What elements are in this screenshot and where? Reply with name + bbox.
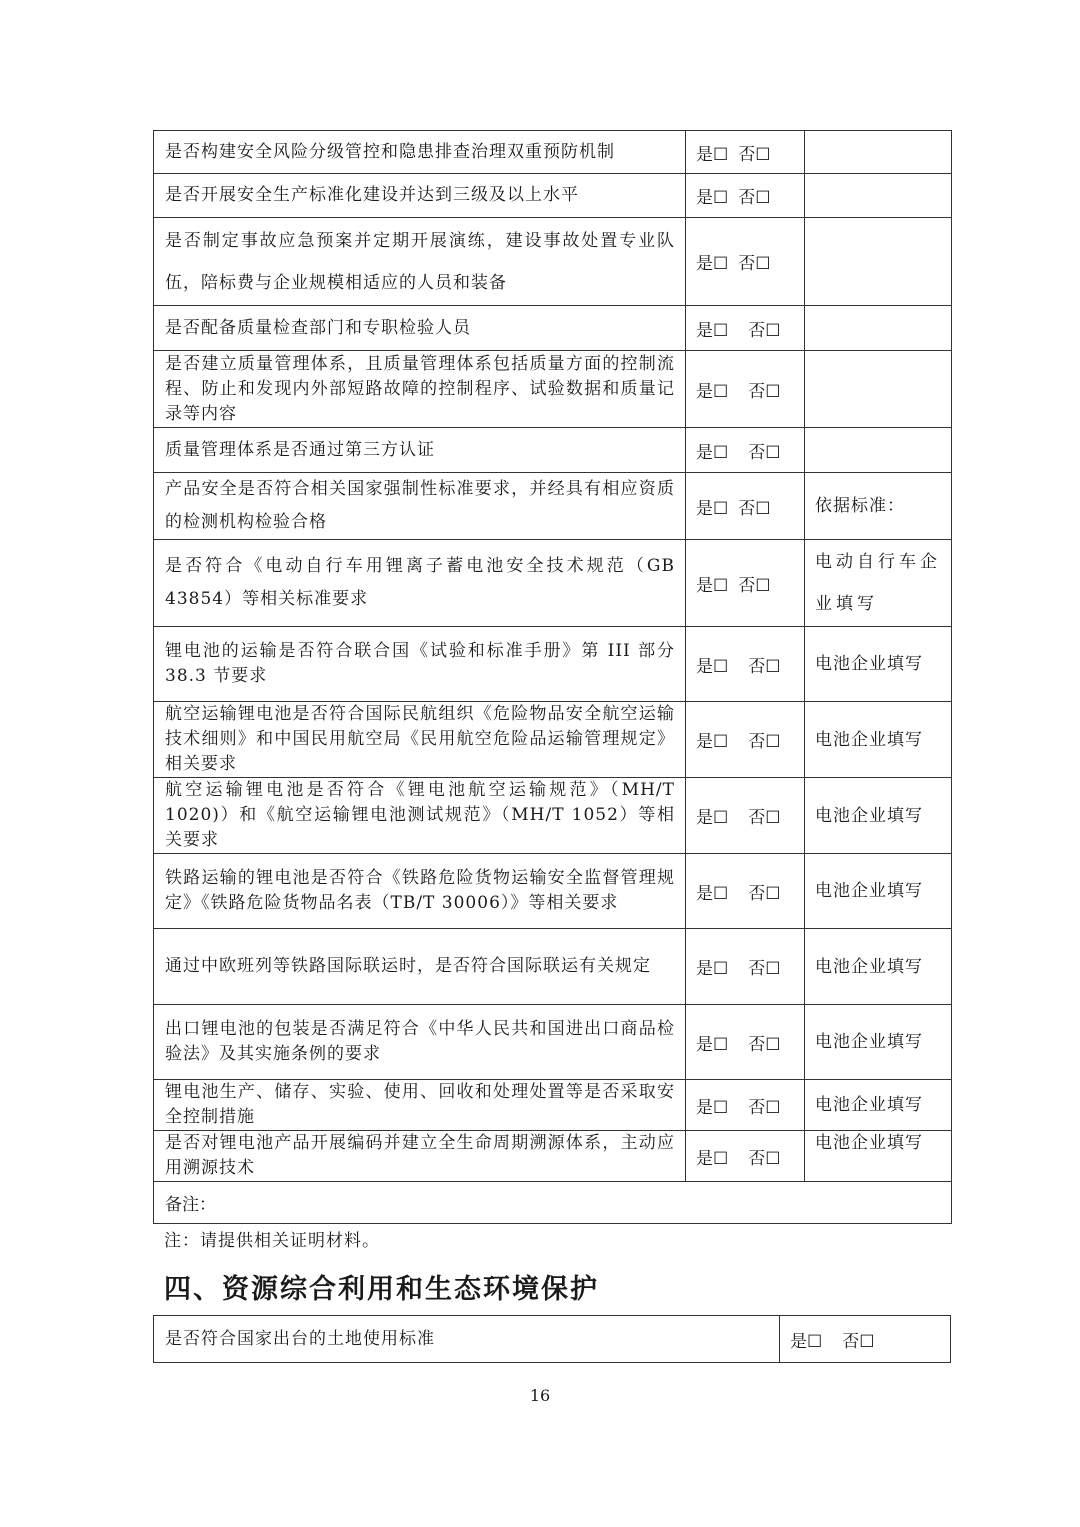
yes-checkbox[interactable]: 是☐ bbox=[696, 1034, 729, 1055]
note-cell: 电池企业填写 bbox=[805, 1080, 952, 1131]
yes-no-cell bbox=[686, 351, 805, 428]
yes-no-cell bbox=[686, 428, 805, 473]
question-cell: 通过中欧班列等铁路国际联运时，是否符合国际联运有关规定 bbox=[154, 929, 686, 1005]
note-cell bbox=[805, 174, 952, 218]
table-row bbox=[154, 1005, 952, 1080]
note-cell: 电池企业填写 bbox=[805, 702, 952, 778]
note-cell: 依据标准： bbox=[805, 473, 952, 540]
question-cell: 是否构建安全风险分级管控和隐患排查治理双重预防机制 bbox=[154, 131, 686, 174]
note-cell bbox=[805, 218, 952, 306]
question-cell: 铁路运输的锂电池是否符合《铁路危险货物运输安全监督管理规定》《铁路危险货物品名表（TB/T 30006）》等相关要求 bbox=[154, 854, 686, 929]
no-checkbox[interactable]: 否☐ bbox=[738, 144, 771, 165]
question-cell: 是否制定事故应急预案并定期开展演练，建设事故处置专业队伍，陪标费与企业规模相适应的人员和装备 bbox=[154, 218, 686, 306]
yes-no-cell bbox=[686, 1005, 805, 1080]
yes-no-cell bbox=[686, 540, 805, 627]
yes-checkbox[interactable]: 是☐ bbox=[696, 1148, 729, 1169]
table-row bbox=[154, 351, 952, 428]
no-checkbox[interactable]: 否☐ bbox=[842, 1331, 875, 1352]
yes-no-cell bbox=[686, 1131, 805, 1182]
question-cell: 是否建立质量管理体系，且质量管理体系包括质量方面的控制流程、防止和发现内外部短路故障的控制程序、试验数据和质量记录等内容 bbox=[154, 351, 686, 428]
yes-checkbox[interactable]: 是☐ bbox=[696, 808, 729, 828]
compliance-table bbox=[153, 130, 952, 1224]
table-row bbox=[154, 1080, 952, 1131]
yes-checkbox[interactable]: 是☐ bbox=[696, 732, 729, 752]
question-cell: 是否符合国家出台的土地使用标准 bbox=[154, 1316, 780, 1363]
question-cell: 是否对锂电池产品开展编码并建立全生命周期溯源体系，主动应用溯源技术 bbox=[154, 1131, 686, 1182]
yes-checkbox[interactable]: 是☐ bbox=[790, 1331, 823, 1352]
table-row bbox=[154, 929, 952, 1005]
no-checkbox[interactable]: 否☐ bbox=[748, 381, 781, 402]
yes-no-cell bbox=[686, 174, 805, 218]
yes-no-cell bbox=[686, 131, 805, 174]
table-row bbox=[154, 854, 952, 929]
land-use-table bbox=[153, 1315, 951, 1363]
table-row bbox=[154, 1316, 951, 1363]
note-cell: 电动自行车企业填写 bbox=[805, 540, 952, 627]
note-cell: 电池企业填写 bbox=[805, 929, 952, 1005]
yes-checkbox[interactable]: 是☐ bbox=[696, 575, 729, 596]
footnote: 注：请提供相关证明材料。 bbox=[164, 1231, 380, 1251]
no-checkbox[interactable]: 否☐ bbox=[748, 883, 781, 904]
yes-checkbox[interactable]: 是☐ bbox=[696, 1097, 729, 1118]
question-cell: 出口锂电池的包装是否满足符合《中华人民共和国进出口商品检验法》及其实施条例的要求 bbox=[154, 1005, 686, 1080]
yes-checkbox[interactable]: 是☐ bbox=[696, 959, 729, 979]
note-cell bbox=[805, 351, 952, 428]
yes-checkbox[interactable]: 是☐ bbox=[696, 254, 729, 274]
no-checkbox[interactable]: 否☐ bbox=[748, 656, 781, 677]
page-number: 16 bbox=[529, 1386, 551, 1405]
remark-cell[interactable]: 备注： bbox=[154, 1182, 952, 1224]
no-checkbox[interactable]: 否☐ bbox=[738, 254, 771, 274]
yes-checkbox[interactable]: 是☐ bbox=[696, 442, 729, 463]
table-row bbox=[154, 627, 952, 702]
yes-no-cell bbox=[780, 1316, 951, 1363]
table-row bbox=[154, 218, 952, 306]
question-cell: 产品安全是否符合相关国家强制性标准要求，并经具有相应资质的检测机构检验合格 bbox=[154, 473, 686, 540]
yes-no-cell bbox=[686, 854, 805, 929]
question-cell: 是否符合《电动自行车用锂离子蓄电池安全技术规范（GB 43854）等相关标准要求 bbox=[154, 540, 686, 627]
no-checkbox[interactable]: 否☐ bbox=[738, 575, 771, 596]
yes-checkbox[interactable]: 是☐ bbox=[696, 498, 729, 519]
no-checkbox[interactable]: 否☐ bbox=[748, 808, 781, 828]
no-checkbox[interactable]: 否☐ bbox=[748, 1148, 781, 1169]
section-heading: 四、资源综合利用和生态环境保护 bbox=[164, 1274, 599, 1305]
note-cell: 电池企业填写 bbox=[805, 778, 952, 854]
table-row bbox=[154, 702, 952, 778]
yes-no-cell bbox=[686, 473, 805, 540]
no-checkbox[interactable]: 否☐ bbox=[748, 442, 781, 463]
yes-checkbox[interactable]: 是☐ bbox=[696, 320, 729, 341]
yes-checkbox[interactable]: 是☐ bbox=[696, 188, 729, 208]
table-row bbox=[154, 473, 952, 540]
note-cell bbox=[805, 428, 952, 473]
yes-checkbox[interactable]: 是☐ bbox=[696, 883, 729, 904]
note-cell bbox=[805, 306, 952, 351]
no-checkbox[interactable]: 否☐ bbox=[748, 1034, 781, 1055]
yes-no-cell bbox=[686, 702, 805, 778]
no-checkbox[interactable]: 否☐ bbox=[738, 498, 771, 519]
question-cell: 是否开展安全生产标准化建设并达到三级及以上水平 bbox=[154, 174, 686, 218]
yes-no-cell bbox=[686, 778, 805, 854]
no-checkbox[interactable]: 否☐ bbox=[748, 959, 781, 979]
table-row bbox=[154, 428, 952, 473]
table-row bbox=[154, 540, 952, 627]
yes-no-cell bbox=[686, 1080, 805, 1131]
question-cell: 锂电池生产、储存、实验、使用、回收和处理处置等是否采取安全控制措施 bbox=[154, 1080, 686, 1131]
yes-no-cell bbox=[686, 929, 805, 1005]
table-row bbox=[154, 306, 952, 351]
note-cell: 电池企业填写 bbox=[805, 854, 952, 929]
yes-no-cell bbox=[686, 306, 805, 351]
no-checkbox[interactable]: 否☐ bbox=[748, 320, 781, 341]
no-checkbox[interactable]: 否☐ bbox=[738, 188, 771, 208]
note-cell: 电池企业填写 bbox=[805, 1131, 952, 1182]
question-cell: 是否配备质量检查部门和专职检验人员 bbox=[154, 306, 686, 351]
yes-checkbox[interactable]: 是☐ bbox=[696, 381, 729, 402]
yes-checkbox[interactable]: 是☐ bbox=[696, 656, 729, 677]
question-cell: 质量管理体系是否通过第三方认证 bbox=[154, 428, 686, 473]
yes-no-cell bbox=[686, 218, 805, 306]
yes-no-cell bbox=[686, 627, 805, 702]
table-row bbox=[154, 1131, 952, 1182]
no-checkbox[interactable]: 否☐ bbox=[748, 732, 781, 752]
table-row bbox=[154, 131, 952, 174]
note-cell: 电池企业填写 bbox=[805, 1005, 952, 1080]
question-cell: 航空运输锂电池是否符合《锂电池航空运输规范》（MH/T 1020)）和《航空运输锂电池测试规范》（MH/T 1052）等相关要求 bbox=[154, 778, 686, 854]
question-cell: 锂电池的运输是否符合联合国《试验和标准手册》第 III 部分 38.3 节要求 bbox=[154, 627, 686, 702]
table-row bbox=[154, 778, 952, 854]
yes-checkbox[interactable]: 是☐ bbox=[696, 144, 729, 165]
note-cell bbox=[805, 131, 952, 174]
question-cell: 航空运输锂电池是否符合国际民航组织《危险物品安全航空运输技术细则》和中国民用航空局《民用航空危险品运输管理规定》相关要求 bbox=[154, 702, 686, 778]
table-row bbox=[154, 174, 952, 218]
note-cell: 电池企业填写 bbox=[805, 627, 952, 702]
remark-row bbox=[154, 1182, 952, 1224]
no-checkbox[interactable]: 否☐ bbox=[748, 1097, 781, 1118]
